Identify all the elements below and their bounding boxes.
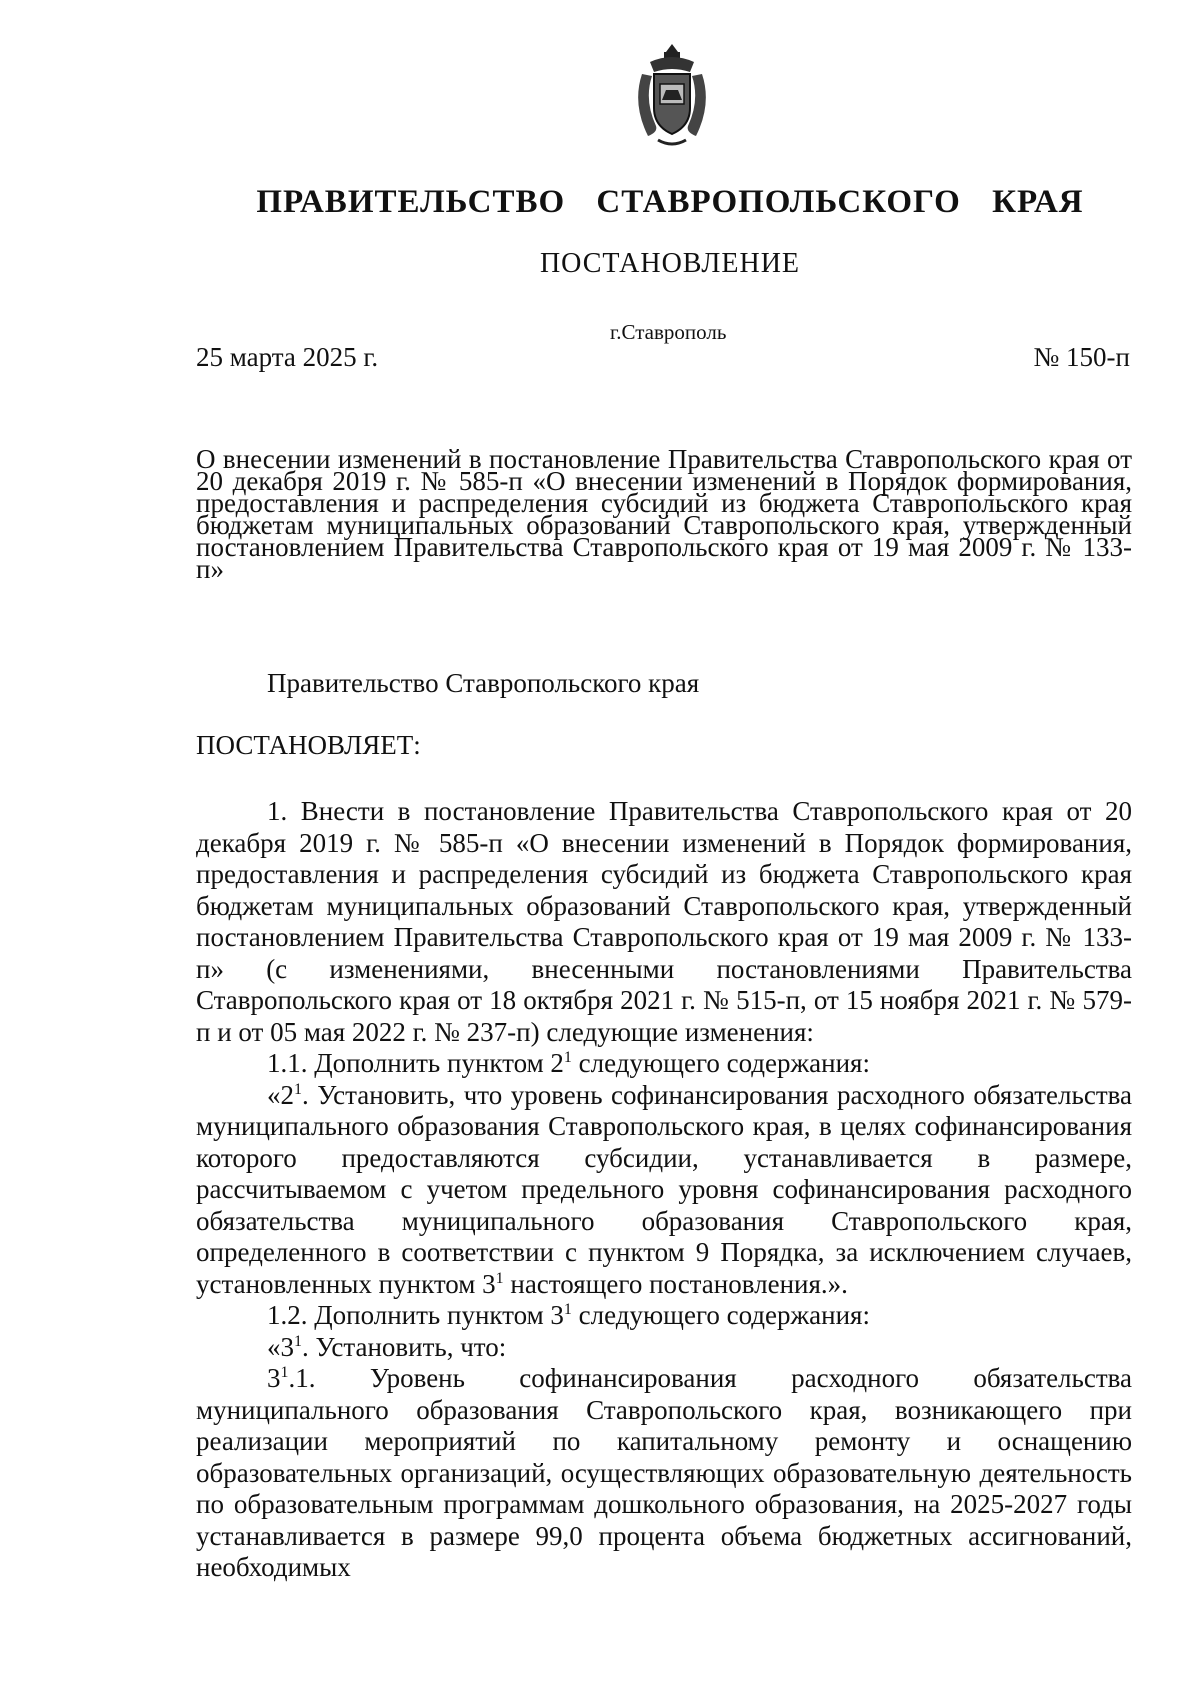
document-date: 25 марта 2025 г. [196,342,379,372]
paragraph-3-1-tail: . Установить, что: [302,1331,507,1362]
superscript: 1 [280,1364,289,1381]
paragraph-1: 1. Внести в постановление Правительства Ставропольского края от 20 декабря 2019 г. № 585-п «О внесении изменений в Порядок формирования, предоставления и распределения субсидий из бюджета Ставропольского края бюджетам муниципальных образований Ставропольского края, утвержденный постановлением Правительства Ставропольского края от 19 мая 2009 г. № 133-п» (с изменениями, внесенными постановлениями Правительства Ставропольского края от 18 октября 2021 г. № 515-п, от 15 ноября 2021 г. № 579-п и от 05 мая 2022 г. № 237-п) следующие изменения: [196,796,1132,1047]
paragraph-1-1-tail: следующего содержания: [571,1048,870,1078]
paragraph-2-1-quote [196,1080,1132,1301]
paragraph-1-1 [196,1048,1132,1080]
organization-title: ПРАВИТЕЛЬСТВО СТАВРОПОЛЬСКОГО КРАЯ [256,184,1084,220]
superscript: 1 [294,1332,302,1350]
superscript: 1 [495,1269,504,1287]
paragraph-1-2-tail: следующего содержания: [571,1300,870,1330]
paragraph-1-1-text: 1.1. Дополнить пунктом 2 [267,1048,564,1078]
decree-heading: ПОСТАНОВЛЯЕТ: [196,730,421,760]
paragraph-3-1-1-text: .1. Уровень софинансирования расходного обязательства муниципального образования Ставропольского края, возникающего при реализации мероприятий по капитальному ремонту и оснащению образовательных организаций, осуществляющих образовательную деятельность по образовательным программам дошкольного образования, на 2025-2027 годы устанавливается в размере 99,0 процента объема бюджетных ассигнований, необходимых [196,1363,1132,1582]
coat-of-arms-icon [630,40,714,150]
superscript: 1 [294,1080,302,1098]
paragraph-1-2 [196,1300,1132,1332]
document-body [196,796,1132,1584]
paragraph-3-1-quote [196,1332,1132,1364]
paragraph-3-1-start: «3 [267,1331,294,1362]
paragraph-3-1-1 [196,1363,1132,1584]
paragraph-2-1-start: «2 [267,1079,294,1110]
document-type: ПОСТАНОВЛЕНИЕ [539,248,801,279]
paragraph-1-2-text: 1.2. Дополнить пунктом 3 [267,1300,564,1330]
paragraph-2-1-tail: настоящего постановления.». [503,1268,848,1299]
superscript: 1 [563,1049,572,1066]
government-label: Правительство Ставропольского края [267,668,700,698]
document-number: № 150-п [1033,342,1130,372]
document-subject: О внесении изменений в постановление Правительства Ставропольского края от 20 декабря 2019 г. № 585-п «О внесении изменений в Порядок формирования, предоставления и распределения субсидий из бюджета Ставропольского края бюджетам муниципальных образований Ставропольского края, утвержденный постановлением Правительства Ставропольского края от 19 мая 2009 г. № 133-п» [196,444,1132,584]
superscript: 1 [563,1301,572,1318]
coat-of-arms-graphic [630,40,714,150]
paragraph-2-1-text: . Установить, что уровень софинансирования расходного обязательства муниципального образования Ставропольского края, в целях софинансирования которого предоставляются субсидии, устанавливается в размере, рассчитываемом с учетом предельного уровня софинансирования расходного обязательства муниципального образования Ставропольского края, определенного в соответствии с пунктом 9 Порядка, за исключением случаев, установленных пунктом 3 [196,1079,1132,1299]
city-label: г.Ставрополь [610,320,727,344]
paragraph-3-1-1-start: 3 [267,1363,281,1393]
